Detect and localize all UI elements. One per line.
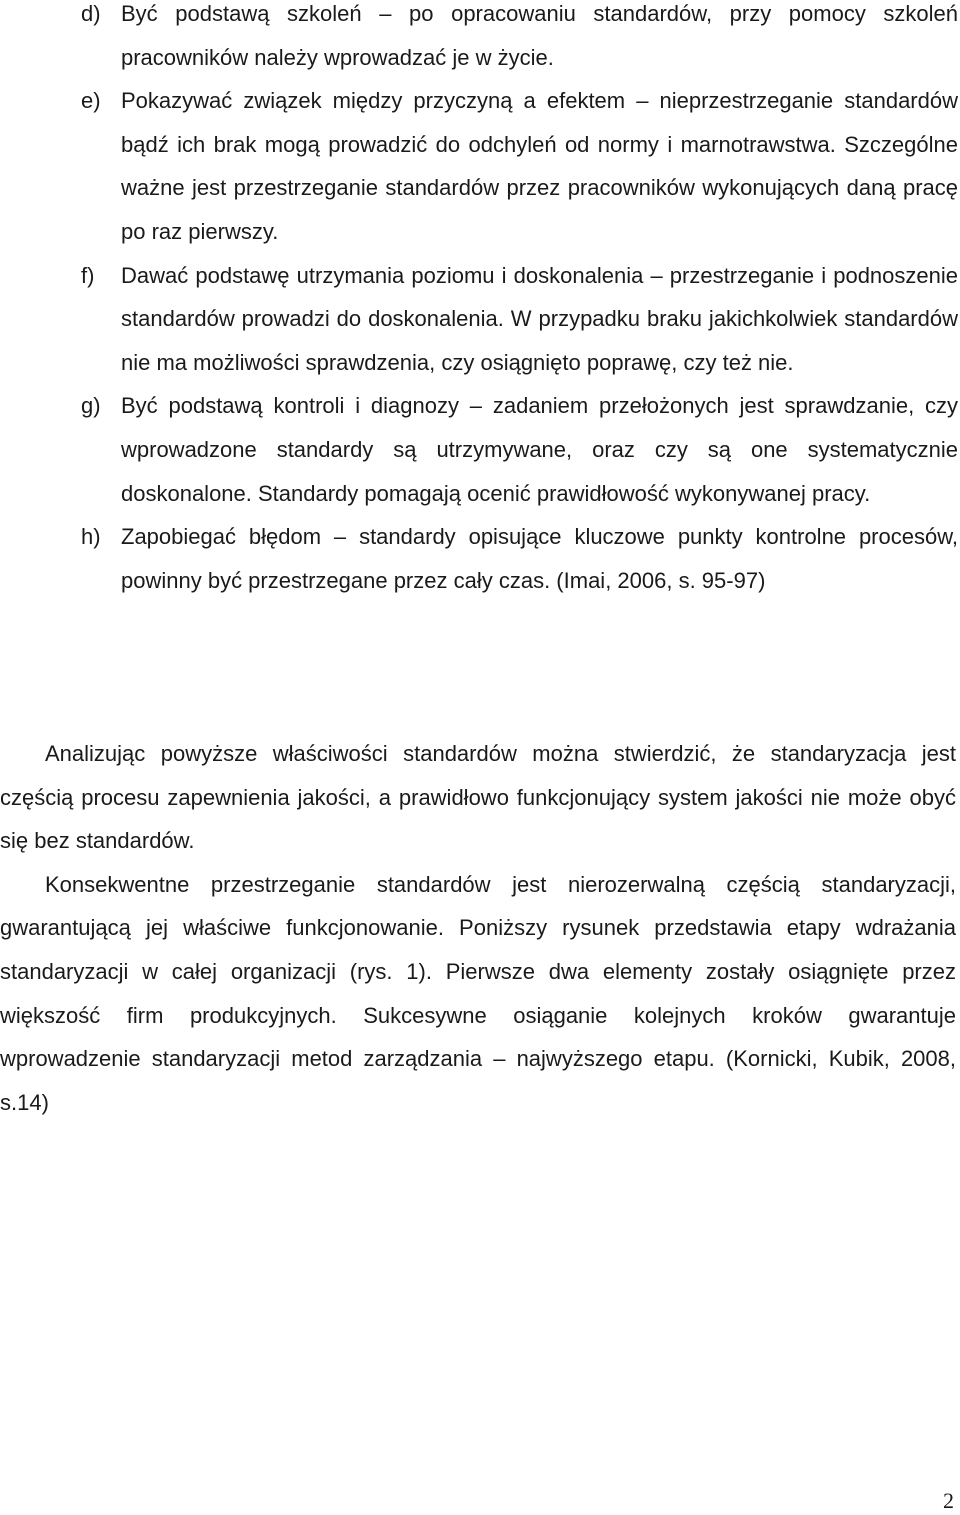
list-item-f: [0, 254, 960, 385]
list-marker: e): [81, 88, 101, 114]
list-item-e: [0, 79, 960, 253]
list-item-h: [0, 515, 960, 602]
list-item-text: Być podstawą kontroli i diagnozy – zadaniem przełożonych jest sprawdzanie, czy wprowadzone standardy są utrzymywane, oraz czy są one systematycznie doskonalone. Standardy pomagają ocenić prawidłowość wykonywanej pracy.: [121, 393, 958, 506]
list-item-text: Zapobiegać błędom – standardy opisujące kluczowe punkty kontrolne procesów, powinny być przestrzegane przez cały czas. (Imai, 2006, s. 95-97): [121, 524, 958, 593]
list-marker: f): [81, 262, 95, 288]
paragraph-consistency: Konsekwentne przestrzeganie standardów jest nierozerwalną częścią standaryzacji, gwarantującą jej właściwe funkcjonowanie. Poniższy rysunek przedstawia etapy wdrażania standaryzacji w całej organizacji (rys. 1). Pierwsze dwa elementy zostały osiągnięte przez większość firm produkcyjnych. Sukcesywne osiąganie kolejnych kroków gwarantuje wprowadzenie standaryzacji metod zarządzania – najwyższego etapu. (Kornicki, Kubik, 2008, s.14): [0, 871, 956, 1115]
list-marker: d): [81, 1, 101, 26]
body-text: [0, 732, 956, 1124]
page-number: 2: [943, 1488, 954, 1513]
list-marker: h): [81, 524, 101, 550]
list-marker: g): [81, 393, 101, 419]
list-item-text: Być podstawą szkoleń – po opracowaniu standardów, przy pomocy szkoleń pracowników należy wprowadzać je w życie.: [121, 1, 958, 70]
list-item-text: Dawać podstawę utrzymania poziomu i doskonalenia – przestrzeganie i podnoszenie standardów prowadzi do doskonalenia. W przypadku braku jakichkolwiek standardów nie ma możliwości sprawdzenia, czy osiągnięto poprawę, czy też nie.: [121, 262, 958, 375]
list-item-g: [0, 384, 960, 515]
list-item-text: Pokazywać związek między przyczyną a efektem – nieprzestrzeganie standardów bądź ich brak mogą prowadzić do odchyleń od normy i marnotrawstwa. Szczególne ważne jest przestrzeganie standardów przez pracowników wykonujących daną pracę po raz pierwszy.: [121, 88, 958, 244]
standards-list: [0, 0, 960, 602]
paragraph-analysis: Analizując powyższe właściwości standardów można stwierdzić, że standaryzacja jest częścią procesu zapewnienia jakości, a prawidłowo funkcjonujący system jakości nie może obyć się bez standardów.: [0, 741, 956, 854]
list-item-d: [0, 0, 960, 79]
